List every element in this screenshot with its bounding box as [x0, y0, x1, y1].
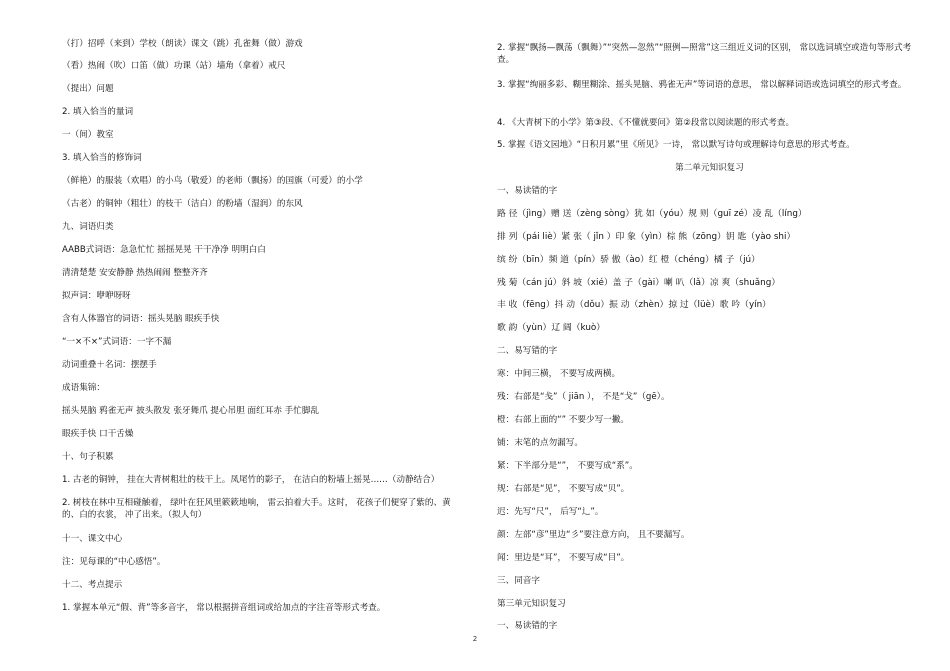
text-line: 拟声词：咿咿呀呀	[62, 291, 131, 301]
pinyin-line: 路 径（jìng）赠 送（zèng sòng）犹 如（yóu）规 则（guī zé）凌 乱（líng）	[497, 209, 807, 219]
text-line: AABB式词语：急急忙忙 摇摇晃晃 干干净净 明明白白	[62, 245, 266, 255]
text-line: 动词重叠＋名词：摆摆手	[62, 360, 157, 370]
text-paragraph: 2. 树枝在林中互相碰触着， 绿叶在狂风里簌簌地响， 雷云拍着大手。这时， 花孩子们便穿了紫的、黄的、白的衣裳， 冲了出来。（拟人句）	[62, 498, 451, 520]
text-line: “一×不×”式词语：一字不漏	[62, 337, 172, 347]
section-heading: 三、同音字	[497, 576, 540, 586]
section-heading: 十二、考点提示	[62, 580, 123, 590]
section-heading: 十一、课文中心	[62, 534, 123, 544]
text-line: 5. 掌握《语文园地》“日积月累”里《所见》一诗， 常以默写诗句或理解诗句意思的形式考查。	[497, 140, 855, 150]
text-line: 成语集锦：	[62, 383, 105, 393]
text-line: 1. 掌握本单元“假、背”等多音字， 常以根据拼音组词或给加点的字注音等形式考查。	[62, 603, 386, 613]
text-line: 4. 《大青树下的小学》第③段、《不懂就要问》第②段常以阅读题的形式考查。	[497, 118, 795, 128]
text-line: （看）热闹（吹）口笛（做）功课（站）墙角（拿着）戒尺	[62, 61, 286, 71]
section-heading: 一、易读错的字	[497, 621, 558, 631]
pinyin-line: 歌 韵（yùn）辽 阔（kuò）	[497, 323, 606, 333]
text-line: 迟：先写“尺”， 后写“辶”。	[497, 507, 604, 517]
text-paragraph: 2. 掌握“飘扬—飘荡（飘舞）”“突然—忽然”“照例—照常”这三组近义词的区别， 常以选词填空或造句等形式考查。	[497, 43, 912, 65]
pinyin-line: 缤 纷（bīn）频 道（pín）骄 傲（ào）红 橙（chéng）橘 子（jú）	[497, 255, 760, 265]
text-line: 闻：里边是“耳”， 不要写成“目”。	[497, 553, 630, 563]
unit-title: 第二单元知识复习	[675, 163, 744, 173]
text-line: （鲜艳）的服装（欢唱）的小鸟（敬爱）的老师（飘扬）的国旗（可爱）的小学	[62, 176, 363, 186]
text-line: 铺：末笔的点勿漏写。	[497, 438, 583, 448]
text-line: 摇头晃脑 鸦雀无声 披头散发 张牙舞爪 提心吊胆 面红耳赤 手忙脚乱	[62, 406, 320, 416]
section-heading: 二、易写错的字	[497, 346, 558, 356]
text-paragraph: 1. 古老的铜钟， 挂在大青树粗壮的枝干上。凤尾竹的影子， 在洁白的粉墙上摇晃……（动静结合）	[62, 475, 440, 485]
text-paragraph: 3. 掌握“绚丽多彩、糊里糊涂、摇头晃脑、鸦雀无声”等词语的意思， 常以解释词语或选词填空的形式考查。	[497, 80, 907, 90]
text-line: 注：见每课的“中心感悟”。	[62, 557, 166, 567]
unit-title: 第三单元知识复习	[497, 599, 566, 609]
section-heading: 3. 填入恰当的修饰词	[62, 153, 142, 163]
text-line: 紧：下半部分是“”， 不要写成“系”。	[497, 461, 638, 471]
pinyin-line: 残 菊（cán jú）斜 坡（xié）盖 子（gài）喇 叭（lǎ）凉 爽（shuǎng）	[497, 278, 781, 288]
section-heading: 2. 填入恰当的量词	[62, 107, 134, 117]
section-heading: 一、易读错的字	[497, 186, 558, 196]
text-line: 含有人体器官的词语：摇头晃脑 眼疾手快	[62, 314, 220, 324]
text-line: 清清楚楚 安安静静 热热闹闹 整整齐齐	[62, 268, 208, 278]
text-line: 规：右部是“见”， 不要写成“贝”。	[497, 484, 630, 494]
text-line: 眼疾手快 口干舌燥	[62, 429, 134, 439]
text-line: 残：右部是“戋”（ jiān ）， 不是“戈”（gē）。	[497, 392, 670, 402]
page-number: 2	[472, 635, 478, 643]
text-line: 寒：中间三横， 不要写成两横。	[497, 369, 621, 379]
section-heading: 十、句子积累	[62, 452, 114, 462]
pinyin-line: 丰 收（fēng）抖 动（dǒu）振 动（zhèn）掠 过（lüè）歌 吟（yín）	[497, 300, 771, 310]
text-line: （打）招呼（来到）学校（朗读）课文（跳）孔雀舞（做）游戏	[62, 39, 303, 49]
text-line: 颜：左部“彦”里边“彡”要注意方向， 且不要漏写。	[497, 530, 690, 540]
text-line: （提出）问题	[62, 84, 114, 94]
text-line: （古老）的铜钟（粗壮）的枝干（洁白）的粉墙（湿润）的东风	[62, 199, 303, 209]
section-heading: 九、词语归类	[62, 222, 114, 232]
pinyin-line: 排 列（pái liè）紧 张（ jǐn ）印 象（yìn）棕 熊（zōng）钥 匙（yào shi）	[497, 232, 796, 242]
text-line: 橙：右部上面的“” 不要少写一撇。	[497, 415, 629, 425]
text-line: 一（间）教室	[62, 130, 114, 140]
